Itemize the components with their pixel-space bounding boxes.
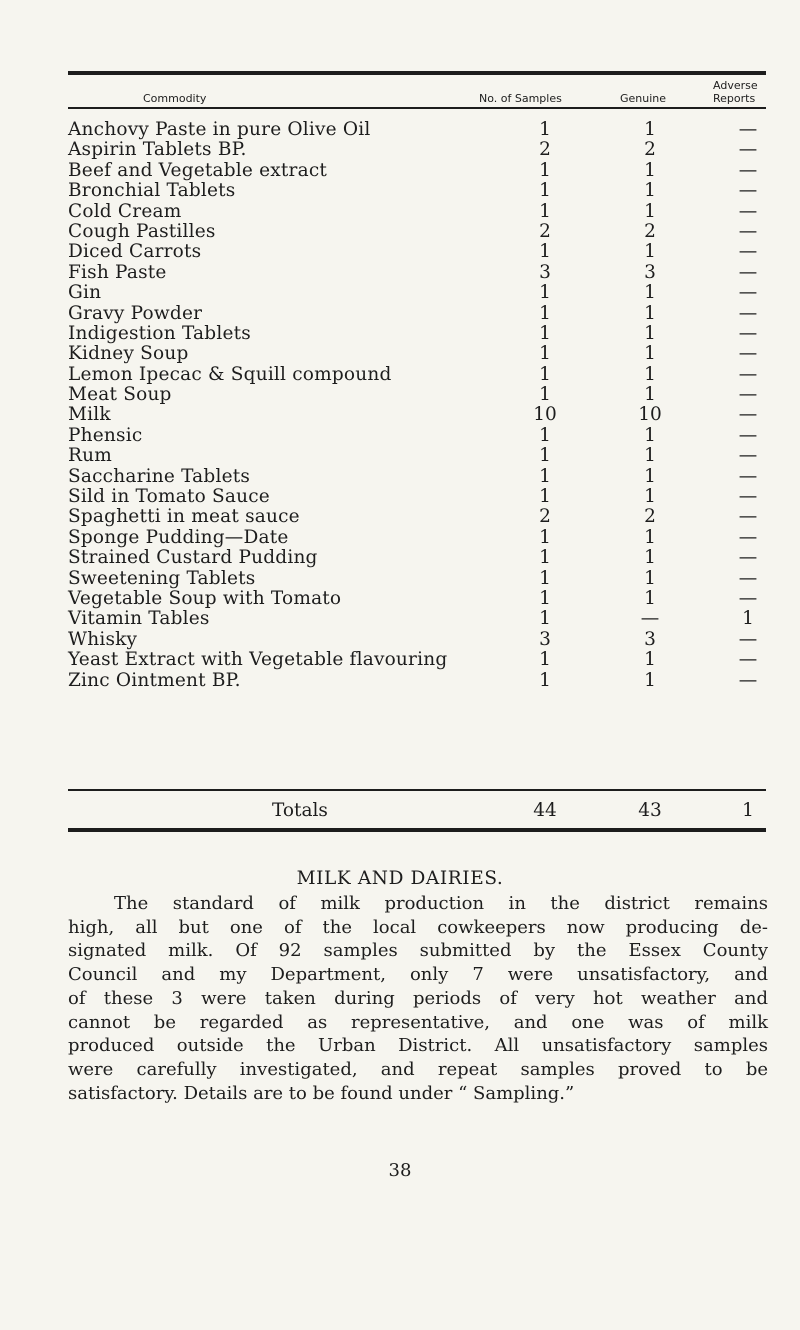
adverse-cell: —	[738, 241, 758, 263]
commodity-cell: Zinc Ointment BP.	[68, 669, 241, 691]
table-row	[68, 671, 766, 691]
paragraph-line: were carefully investigated, and repeat samples proved to be	[68, 1058, 768, 1080]
genuine-cell: 1	[644, 180, 656, 202]
table-row	[68, 548, 766, 568]
table-row	[68, 405, 766, 425]
commodity-cell: Gravy Powder	[68, 302, 203, 324]
samples-cell: 1	[539, 384, 551, 406]
genuine-cell: 1	[644, 119, 656, 140]
header-genuine: Genuine	[620, 92, 667, 105]
commodity-cell: Whisky	[68, 628, 138, 650]
samples-cell: 10	[533, 404, 557, 426]
genuine-cell: —	[640, 608, 660, 630]
table-row	[68, 507, 766, 527]
commodity-cell: Anchovy Paste in pure Olive Oil	[68, 119, 371, 140]
genuine-cell: 2	[644, 139, 656, 161]
table-row	[68, 589, 766, 609]
genuine-cell: 1	[644, 343, 656, 365]
adverse-cell: —	[738, 180, 758, 202]
samples-cell: 1	[539, 302, 551, 324]
samples-cell: 2	[539, 506, 551, 528]
commodity-table	[68, 120, 766, 691]
samples-cell: 1	[539, 159, 551, 181]
genuine-cell: 1	[644, 302, 656, 324]
commodity-cell: Cold Cream	[68, 200, 182, 222]
paragraph-line: Council and my Department, only 7 were unsatisfactory, and	[68, 964, 768, 986]
genuine-cell: 1	[644, 445, 656, 467]
commodity-cell: Yeast Extract with Vegetable flavouring	[68, 649, 448, 671]
adverse-cell: —	[738, 567, 758, 589]
table-row	[68, 365, 766, 385]
totals-top-rule	[68, 789, 766, 791]
samples-cell: 1	[539, 547, 551, 569]
commodity-cell: Strained Custard Pudding	[68, 547, 318, 569]
genuine-cell: 1	[644, 649, 656, 671]
adverse-cell: —	[738, 119, 758, 140]
commodity-cell: Gin	[68, 282, 102, 304]
commodity-cell: Sild in Tomato Sauce	[68, 486, 270, 508]
table-row	[68, 385, 766, 405]
adverse-cell: —	[738, 628, 758, 650]
adverse-cell: —	[738, 139, 758, 161]
samples-cell: 1	[539, 343, 551, 365]
section-paragraph	[68, 892, 768, 1105]
commodity-cell: Sponge Pudding—Date	[68, 526, 289, 548]
table-row	[68, 487, 766, 507]
table-row	[68, 222, 766, 242]
header-samples: No. of Samples	[479, 92, 562, 105]
header-bottom-rule	[68, 107, 766, 109]
adverse-cell: —	[738, 587, 758, 609]
table-row	[68, 283, 766, 303]
adverse-cell: —	[738, 486, 758, 508]
table-row	[68, 467, 766, 487]
adverse-cell: —	[738, 159, 758, 181]
commodity-cell: Fish Paste	[68, 261, 167, 283]
adverse-cell: —	[738, 220, 758, 242]
table-row	[68, 304, 766, 324]
samples-cell: 1	[539, 649, 551, 671]
totals-adverse: 1	[742, 800, 754, 821]
table-row	[68, 120, 766, 140]
samples-cell: 1	[539, 322, 551, 344]
commodity-cell: Milk	[68, 404, 111, 426]
header-commodity: Commodity	[143, 92, 207, 105]
samples-cell: 1	[539, 282, 551, 304]
genuine-cell: 1	[644, 587, 656, 609]
commodity-cell: Spaghetti in meat sauce	[68, 506, 300, 528]
header-adverse-line2: Reports	[713, 92, 756, 105]
samples-cell: 1	[539, 465, 551, 487]
adverse-cell: —	[738, 322, 758, 344]
adverse-cell: —	[738, 424, 758, 446]
samples-cell: 1	[539, 200, 551, 222]
header-adverse-line1: Adverse	[713, 79, 758, 92]
genuine-cell: 1	[644, 486, 656, 508]
commodity-cell: Indigestion Tablets	[68, 322, 251, 344]
paragraph-line: The standard of milk production in the district remains	[114, 893, 768, 914]
table-row	[68, 324, 766, 344]
samples-cell: 3	[539, 628, 551, 650]
adverse-cell: —	[738, 343, 758, 365]
table-row	[68, 446, 766, 466]
paragraph-line: signated milk. Of 92 samples submitted by the Essex County	[68, 940, 768, 962]
samples-cell: 1	[539, 669, 551, 691]
commodity-cell: Kidney Soup	[68, 343, 189, 365]
commodity-cell: Phensic	[68, 424, 143, 446]
genuine-cell: 1	[644, 363, 656, 385]
genuine-cell: 2	[644, 220, 656, 242]
adverse-cell: —	[738, 261, 758, 283]
samples-cell: 1	[539, 180, 551, 202]
commodity-cell: Saccharine Tablets	[68, 465, 251, 487]
totals-genuine: 43	[638, 800, 662, 821]
genuine-cell: 1	[644, 384, 656, 406]
samples-cell: 1	[539, 486, 551, 508]
table-row	[68, 161, 766, 181]
table-row	[68, 630, 766, 650]
adverse-cell: —	[738, 649, 758, 671]
genuine-cell: 1	[644, 241, 656, 263]
table-row	[68, 263, 766, 283]
samples-cell: 1	[539, 567, 551, 589]
commodity-cell: Vegetable Soup with Tomato	[68, 587, 342, 609]
adverse-cell: —	[738, 669, 758, 691]
commodity-cell: Rum	[68, 445, 112, 467]
table-top-rule	[68, 71, 766, 75]
table-row	[68, 140, 766, 160]
samples-cell: 1	[539, 526, 551, 548]
genuine-cell: 1	[644, 526, 656, 548]
commodity-cell: Diced Carrots	[68, 241, 202, 263]
samples-cell: 1	[539, 608, 551, 630]
samples-cell: 1	[539, 424, 551, 446]
paragraph-line: satisfactory. Details are to be found under “ Sampling.”	[68, 1082, 575, 1104]
adverse-cell: 1	[742, 608, 754, 630]
samples-cell: 2	[539, 220, 551, 242]
page-number: 38	[388, 1160, 412, 1181]
samples-cell: 3	[539, 261, 551, 283]
adverse-cell: —	[738, 302, 758, 324]
section-title: MILK AND DAIRIES.	[296, 868, 504, 889]
genuine-cell: 3	[644, 261, 656, 283]
commodity-cell: Cough Pastilles	[68, 220, 216, 242]
commodity-cell: Bronchial Tablets	[68, 180, 236, 202]
adverse-cell: —	[738, 547, 758, 569]
table-row	[68, 528, 766, 548]
adverse-cell: —	[738, 363, 758, 385]
adverse-cell: —	[738, 445, 758, 467]
table-row	[68, 344, 766, 364]
table-row	[68, 242, 766, 262]
genuine-cell: 1	[644, 424, 656, 446]
commodity-cell: Vitamin Tables	[68, 608, 210, 630]
adverse-cell: —	[738, 384, 758, 406]
samples-cell: 1	[539, 445, 551, 467]
commodity-cell: Sweetening Tablets	[68, 567, 256, 589]
genuine-cell: 2	[644, 506, 656, 528]
table-row	[68, 181, 766, 201]
table-row	[68, 569, 766, 589]
paragraph-line: high, all but one of the local cowkeepers now producing de-	[68, 916, 768, 938]
paragraph-line: of these 3 were taken during periods of very hot weather and	[68, 987, 768, 1009]
table-row	[68, 202, 766, 222]
genuine-cell: 1	[644, 200, 656, 222]
genuine-cell: 10	[638, 404, 662, 426]
samples-cell: 2	[539, 139, 551, 161]
adverse-cell: —	[738, 465, 758, 487]
commodity-cell: Beef and Vegetable extract	[68, 159, 328, 181]
samples-cell: 1	[539, 363, 551, 385]
genuine-cell: 3	[644, 628, 656, 650]
totals-samples: 44	[533, 800, 557, 821]
genuine-cell: 1	[644, 282, 656, 304]
paragraph-line: cannot be regarded as representative, and one was of milk	[68, 1011, 768, 1033]
totals-label: Totals	[272, 800, 328, 821]
commodity-cell: Lemon Ipecac & Squill compound	[68, 363, 392, 385]
adverse-cell: —	[738, 282, 758, 304]
table-row	[68, 426, 766, 446]
totals-row	[68, 799, 766, 823]
samples-cell: 1	[539, 241, 551, 263]
genuine-cell: 1	[644, 669, 656, 691]
table-row	[68, 609, 766, 629]
genuine-cell: 1	[644, 322, 656, 344]
adverse-cell: —	[738, 506, 758, 528]
adverse-cell: —	[738, 526, 758, 548]
genuine-cell: 1	[644, 547, 656, 569]
table-bottom-rule	[68, 828, 766, 832]
adverse-cell: —	[738, 404, 758, 426]
commodity-cell: Meat Soup	[68, 384, 172, 406]
adverse-cell: —	[738, 200, 758, 222]
samples-cell: 1	[539, 119, 551, 140]
commodity-cell: Aspirin Tablets BP.	[68, 139, 247, 161]
genuine-cell: 1	[644, 465, 656, 487]
paragraph-line: produced outside the Urban District. All unsatisfactory samples	[68, 1035, 768, 1057]
genuine-cell: 1	[644, 159, 656, 181]
genuine-cell: 1	[644, 567, 656, 589]
samples-cell: 1	[539, 587, 551, 609]
table-row	[68, 650, 766, 670]
